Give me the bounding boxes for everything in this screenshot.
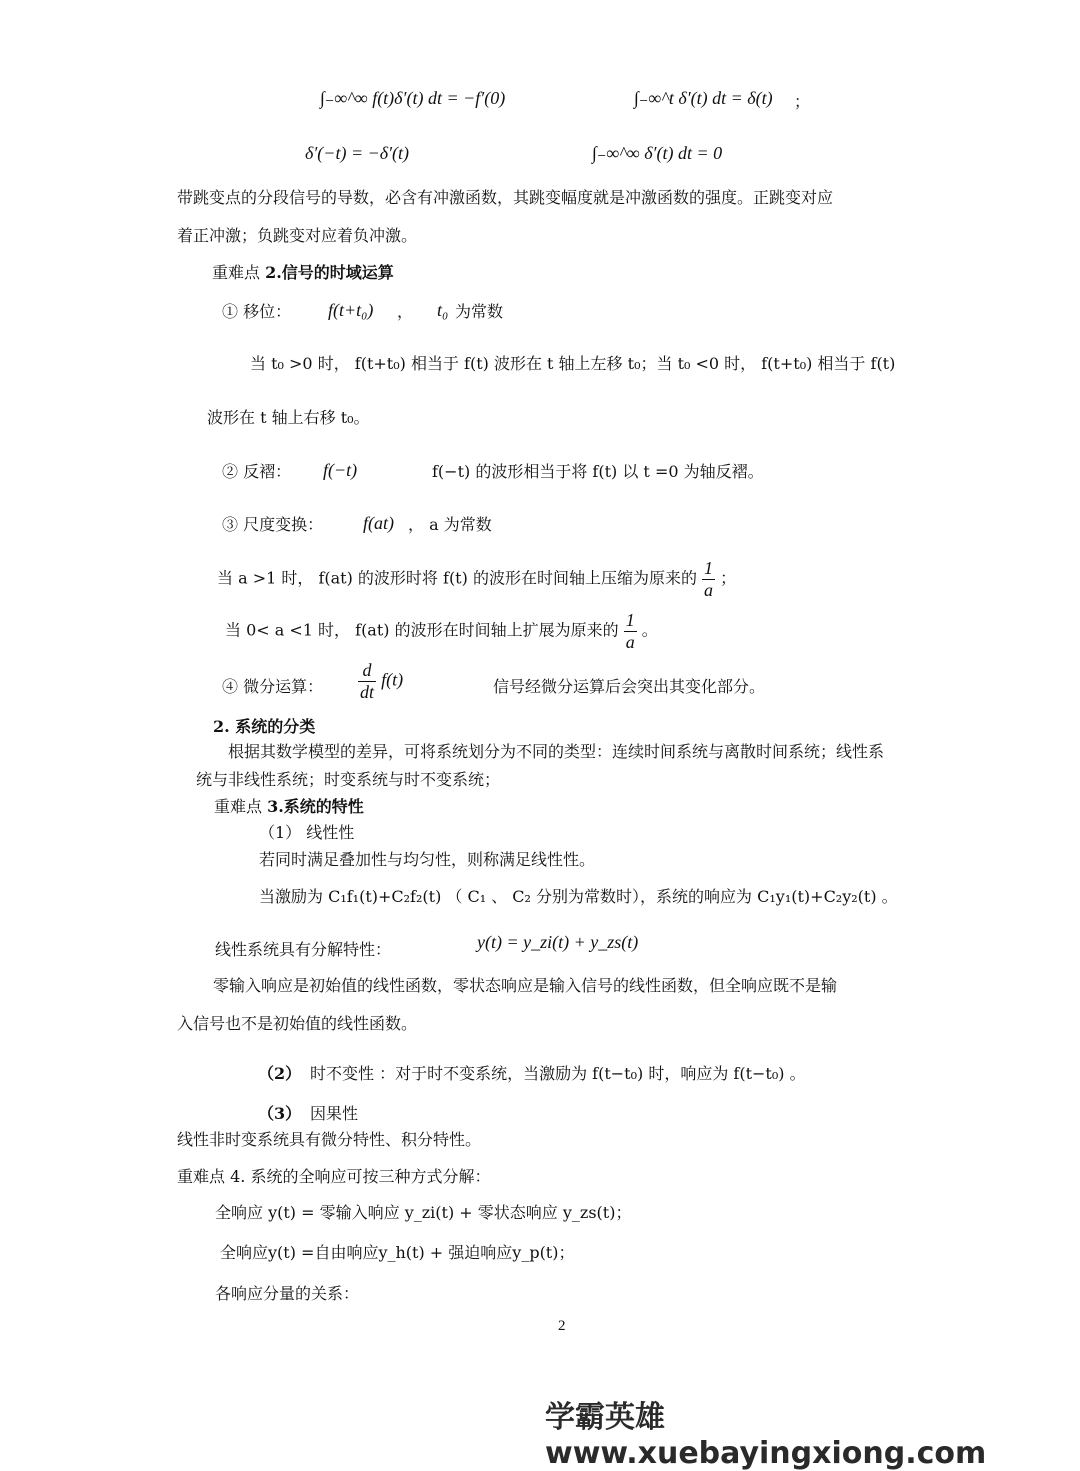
op-reflect-expr: f(−t) [323, 460, 358, 480]
op-scale-desc-line1-text: 当 a >1 时， f(at) 的波形时将 f(t) 的波形在时间轴上压缩为原来的 [217, 568, 697, 588]
response-decomposition-1: 全响应 y(t) = 零输入响应 y_zi(t) + 零状态响应 y_zs(t)； [215, 1203, 632, 1222]
op-scale-desc-line2-text: 当 0< a <1 时， f(at) 的波形在时间轴上扩展为原来的 [225, 620, 619, 640]
lti-properties-line: 线性非时变系统具有微分特性、积分特性。 [177, 1130, 482, 1149]
op-diff-label: ④ 微分运算： [222, 677, 324, 696]
op-reflect-desc: f(−t) 的波形相当于将 f(t) 以 t =0 为轴反褶。 [432, 462, 764, 481]
keypoint-3-heading [214, 797, 364, 816]
linearity-note-line2: 入信号也不是初始值的线性函数。 [177, 1014, 418, 1033]
op-shift-tail: 为常数 [455, 302, 504, 321]
op-shift-expr: f(t+t₀) [328, 300, 374, 320]
op-diff-formula [358, 660, 403, 702]
keypoint-2-heading [212, 263, 394, 282]
keypoint-2-prefix: 重难点 [212, 263, 266, 282]
fraction-denominator: dt [360, 681, 375, 702]
formula-integral-f-delta-prime: ∫₋∞^∞ f(t)δ′(t) dt = −f′(0) [320, 88, 506, 108]
formula-integral-delta-prime-zero: ∫₋∞^∞ δ′(t) dt = 0 [592, 143, 723, 163]
linearity-note-line1: 零输入响应是初始值的线性函数，零状态响应是输入信号的线性函数，但全响应既不是输 [213, 976, 838, 995]
fraction-numerator: d [358, 660, 376, 682]
op-diff-desc: 信号经微分运算后会突出其变化部分。 [493, 677, 766, 696]
keypoint-4-heading: 重难点 4. 系统的全响应可按三种方式分解： [177, 1167, 491, 1186]
op-scale-expr: f(at) [363, 513, 394, 533]
op-shift-sep: ， [397, 302, 414, 321]
causality-text: 因果性 [310, 1104, 359, 1123]
site-watermark: 学霸英雄 www.xuebayingxiong.com [545, 1400, 987, 1471]
fraction-one-over-a [624, 610, 637, 652]
causality-label: （3） [258, 1104, 302, 1123]
section-2-paragraph-line2: 统与非线性系统；时变系统与时不变系统； [196, 770, 501, 789]
keypoint-2-title: 2.信号的时域运算 [265, 263, 394, 282]
section-2-paragraph-line1: 根据其数学模型的差异，可将系统划分为不同的类型：连续时间系统与离散时间系统；线性系 [228, 742, 885, 761]
decomposition-label: 线性系统具有分解特性： [215, 940, 392, 959]
linearity-label: （1） 线性性 [259, 823, 355, 842]
op-scale-desc-line1-end: ； [720, 568, 737, 588]
op-shift-desc-line1: 当 t₀ >0 时， f(t+t₀) 相当于 f(t) 波形在 t 轴上左移 t₀；当 t₀ <0 时， f(t+t₀) 相当于 f(t) [250, 354, 896, 373]
op-shift-desc-line2: 波形在 t 轴上右移 t₀。 [207, 408, 370, 427]
op-scale-label: ③ 尺度变换： [222, 515, 324, 534]
linearity-definition: 若同时满足叠加性与均匀性，则称满足线性性。 [259, 850, 596, 869]
section-2-title: 2. 系统的分类 [213, 717, 316, 736]
formula-integral-delta-prime: ∫₋∞^t δ′(t) dt = δ(t) [634, 88, 773, 108]
decomposition-formula: y(t) = y_zi(t) + y_zs(t) [477, 932, 639, 952]
time-invariance-label: （2） [258, 1064, 302, 1083]
op-scale-desc-line2 [225, 610, 658, 652]
page-number: 2 [558, 1318, 566, 1334]
paragraph-jump-line1: 带跳变点的分段信号的导数，必含有冲激函数，其跳变幅度就是冲激函数的强度。正跳变对应 [177, 188, 834, 207]
op-scale-desc-line2-end: 。 [641, 620, 658, 640]
op-scale-desc-line1 [217, 558, 736, 600]
keypoint-3-title: 3.系统的特性 [267, 797, 364, 816]
fraction-numerator: 1 [704, 558, 714, 578]
op-scale-tail: ， a 为常数 [408, 515, 492, 534]
fraction-numerator: 1 [625, 610, 635, 630]
fraction-one-over-a [702, 558, 715, 600]
response-decomposition-2: 全响应y(t) =自由响应y_h(t) + 强迫响应y_p(t)； [220, 1243, 575, 1262]
op-diff-expr: f(t) [381, 669, 404, 690]
fraction-denominator: a [704, 579, 714, 600]
formula-delta-prime-odd: δ′(−t) = −δ′(t) [305, 143, 410, 163]
formula-separator: ； [794, 92, 811, 111]
keypoint-3-prefix: 重难点 [214, 797, 268, 816]
fraction-denominator: a [625, 631, 635, 652]
paragraph-jump-line2: 着正冲激；负跳变对应着负冲激。 [177, 226, 418, 245]
op-shift-label: ① 移位： [222, 302, 292, 321]
response-relation-heading: 各响应分量的关系： [215, 1284, 360, 1303]
fraction-d-over-dt [358, 660, 376, 702]
op-shift-t0: t₀ [437, 300, 449, 320]
op-reflect-label: ② 反褶： [222, 462, 292, 481]
time-invariance-text: 时不变性 ：对于时不变系统，当激励为 f(t−t₀) 时，响应为 f(t−t₀) 。 [310, 1064, 806, 1083]
linearity-excitation: 当激励为 C₁f₁(t)+C₂f₂(t) （ C₁ 、 C₂ 分别为常数时），系统的响应为 C₁y₁(t)+C₂y₂(t) 。 [259, 887, 898, 906]
